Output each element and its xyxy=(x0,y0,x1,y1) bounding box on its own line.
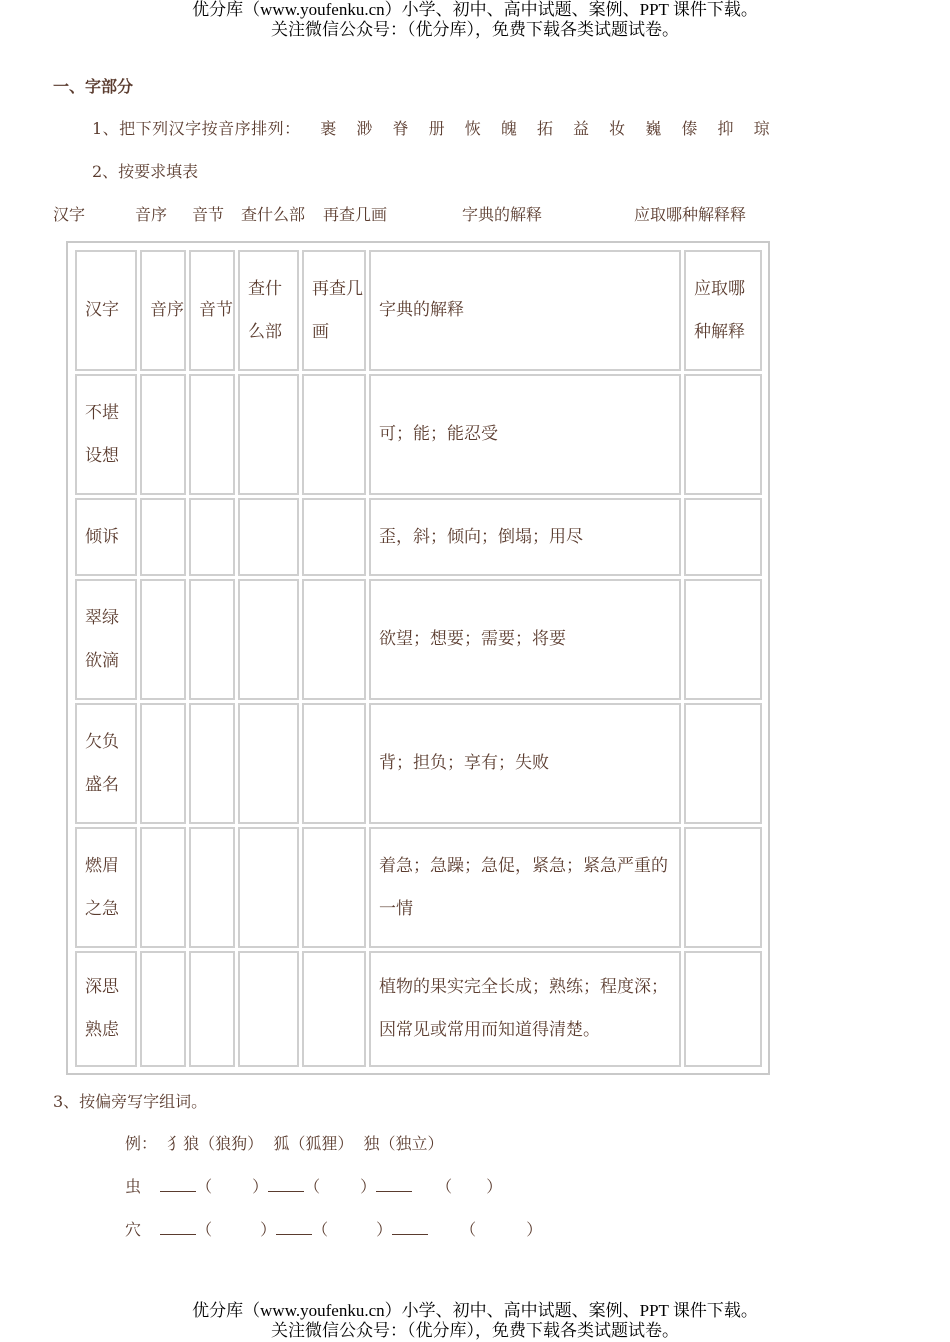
char-item: 巍 xyxy=(645,119,662,138)
cell-word: 不堪设想 xyxy=(75,374,137,495)
paren-open: （ xyxy=(304,1177,321,1196)
header-line-2: 关注微信公众号：（优分库），免费下载各类试题试卷。 xyxy=(271,20,679,39)
paren-open: （ xyxy=(436,1177,453,1196)
paren-close: ） xyxy=(376,1220,393,1239)
cell-bihua[interactable] xyxy=(302,498,366,576)
question-1-chars xyxy=(306,119,770,138)
char-item: 益 xyxy=(573,119,590,138)
cell-yinjie[interactable] xyxy=(189,374,235,495)
th-bihua: 再查几画 xyxy=(302,250,366,371)
column-header-yinjie: 音节 xyxy=(192,205,225,224)
char-item: 抑 xyxy=(717,119,734,138)
footer-line-2: 关注微信公众号：（优分库），免费下载各类试题试卷。 xyxy=(271,1321,679,1340)
char-item: 裹 xyxy=(320,119,337,138)
cell-bushou[interactable] xyxy=(238,703,299,824)
char-item: 拓 xyxy=(536,119,554,138)
cell-yinjie[interactable] xyxy=(189,951,235,1067)
radical-row-chong xyxy=(125,1174,502,1197)
paren-close: ） xyxy=(486,1177,503,1196)
fill-table xyxy=(72,247,765,1070)
header-line-1: 优分库（www.youfenku.cn）小学、初中、高中试题、案例、PPT 课件下载。 xyxy=(192,0,758,19)
radical-label: 虫 xyxy=(125,1177,142,1196)
cell-yinjie[interactable] xyxy=(189,703,235,824)
table-row xyxy=(75,951,762,1067)
paren-open: （ xyxy=(312,1220,329,1239)
word-blank[interactable] xyxy=(276,1220,312,1235)
cell-bihua[interactable] xyxy=(302,579,366,700)
page-header xyxy=(0,0,950,40)
cell-meaning: 可；能；能忍受 xyxy=(369,374,681,495)
th-jieshi: 字典的解释 xyxy=(369,250,681,371)
paren-open: （ xyxy=(460,1220,477,1239)
char-item: 妆 xyxy=(609,119,626,138)
question-2-prompt: 2、按要求填表 xyxy=(92,162,199,181)
cell-meaning: 着急；急躁；急促，紧急；紧急严重的一情 xyxy=(369,827,681,948)
char-item: 魄 xyxy=(500,119,518,138)
column-header-jieshi: 字典的解释 xyxy=(462,205,543,224)
cell-bushou[interactable] xyxy=(238,374,299,495)
th-hanzi: 汉字 xyxy=(75,250,137,371)
cell-answer[interactable] xyxy=(684,951,762,1067)
paren-close: ） xyxy=(260,1220,277,1239)
column-header-bushou: 查什么部 xyxy=(241,205,306,224)
question-1-prompt: 1、把下列汉字按音序排列： xyxy=(92,119,301,138)
char-item: 恢 xyxy=(464,119,482,138)
paren-close: ） xyxy=(360,1177,377,1196)
cell-bihua[interactable] xyxy=(302,951,366,1067)
footer-line-1: 优分库（www.youfenku.cn）小学、初中、高中试题、案例、PPT 课件下载。 xyxy=(192,1301,758,1320)
cell-meaning: 植物的果实完全长成；熟练；程度深；因常见或常用而知道得清楚。 xyxy=(369,951,681,1067)
question-3-prompt: 3、按偏旁写字组词。 xyxy=(53,1092,208,1111)
cell-answer[interactable] xyxy=(684,703,762,824)
cell-bihua[interactable] xyxy=(302,374,366,495)
cell-word: 燃眉之急 xyxy=(75,827,137,948)
cell-yinxu[interactable] xyxy=(140,703,186,824)
question-3-example: 例： 犭狼（狼狗） 狐（狐狸） 独（独立） xyxy=(125,1134,444,1153)
table-header-row xyxy=(75,250,762,371)
table-row xyxy=(75,374,762,495)
section-title: 一、字部分 xyxy=(53,77,134,96)
word-blank[interactable] xyxy=(160,1177,196,1192)
cell-word: 欠负盛名 xyxy=(75,703,137,824)
cell-bihua[interactable] xyxy=(302,827,366,948)
th-bushou: 查什么部 xyxy=(238,250,299,371)
cell-bushou[interactable] xyxy=(238,951,299,1067)
column-header-yinxu: 音序 xyxy=(135,205,168,224)
radical-label: 穴 xyxy=(125,1220,142,1239)
column-header-hanzi: 汉字 xyxy=(53,205,86,224)
cell-yinxu[interactable] xyxy=(140,827,186,948)
column-header-xuanze: 应取哪种解释释 xyxy=(634,205,747,224)
column-header-bihua: 再查几画 xyxy=(323,205,388,224)
paren-close: ） xyxy=(526,1220,543,1239)
word-blank[interactable] xyxy=(160,1220,196,1235)
char-item: 琼 xyxy=(753,119,771,138)
cell-yinjie[interactable] xyxy=(189,827,235,948)
char-item: 脊 xyxy=(392,119,410,138)
paren-close: ） xyxy=(252,1177,269,1196)
cell-word: 翠绿欲滴 xyxy=(75,579,137,700)
page-footer xyxy=(0,1301,950,1341)
cell-yinxu[interactable] xyxy=(140,374,186,495)
cell-yinxu[interactable] xyxy=(140,951,186,1067)
th-xuanze: 应取哪种解释 xyxy=(684,250,762,371)
word-blank[interactable] xyxy=(392,1220,428,1235)
radical-row-xue xyxy=(125,1217,542,1240)
cell-bushou[interactable] xyxy=(238,579,299,700)
word-blank[interactable] xyxy=(376,1177,412,1192)
cell-word: 深思熟虑 xyxy=(75,951,137,1067)
cell-yinxu[interactable] xyxy=(140,579,186,700)
char-item: 册 xyxy=(428,119,446,138)
table-row xyxy=(75,827,762,948)
th-yinxu: 音序 xyxy=(140,250,186,371)
cell-yinxu[interactable] xyxy=(140,498,186,576)
cell-meaning: 欲望；想要；需要；将要 xyxy=(369,579,681,700)
paren-open: （ xyxy=(196,1177,213,1196)
cell-word: 倾诉 xyxy=(75,498,137,576)
char-item: 傣 xyxy=(681,119,698,138)
cell-bihua[interactable] xyxy=(302,703,366,824)
table-row xyxy=(75,498,762,576)
cell-yinjie[interactable] xyxy=(189,498,235,576)
table-row xyxy=(75,579,762,700)
cell-bushou[interactable] xyxy=(238,498,299,576)
cell-answer[interactable] xyxy=(684,579,762,700)
fill-table-frame xyxy=(66,241,770,1075)
cell-meaning: 背；担负；享有；失败 xyxy=(369,703,681,824)
cell-answer[interactable] xyxy=(684,498,762,576)
cell-answer[interactable] xyxy=(684,374,762,495)
th-yinjie: 音节 xyxy=(189,250,235,371)
word-blank[interactable] xyxy=(268,1177,304,1192)
cell-bushou[interactable] xyxy=(238,827,299,948)
char-item: 渺 xyxy=(356,119,373,138)
cell-answer[interactable] xyxy=(684,827,762,948)
question-1 xyxy=(92,116,770,139)
table-row xyxy=(75,703,762,824)
cell-yinjie[interactable] xyxy=(189,579,235,700)
cell-meaning: 歪，斜；倾向；倒塌；用尽 xyxy=(369,498,681,576)
paren-open: （ xyxy=(196,1220,213,1239)
